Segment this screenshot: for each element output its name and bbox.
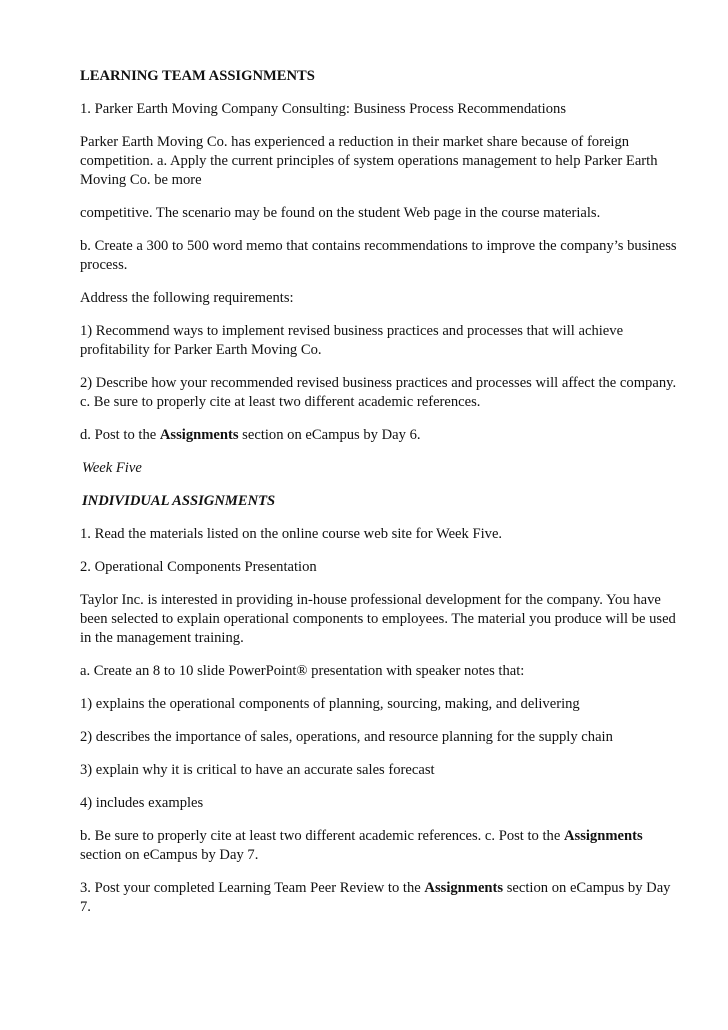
ind-a-point-2: 2) describes the importance of sales, operations, and resource planning for the supply chain — [80, 729, 613, 745]
ind-item-3-suffix: section on eCampus by Day 7. — [80, 880, 671, 915]
lt-item-d-suffix: section on eCampus by Day 6. — [238, 427, 421, 443]
week-label: Week Five — [82, 460, 142, 476]
ind-scenario: Taylor Inc. is interested in providing in-house professional development for the company. You have been selected to explain operational components to employees. The material you produce will be used in the management training. — [80, 592, 676, 646]
lt-scenario-part1: Parker Earth Moving Co. has experienced a reduction in their market share because of foreign competition. a. Apply the current principles of system operations management to help Parker Earth Moving Co. be more — [80, 134, 658, 188]
learning-team-heading: LEARNING TEAM ASSIGNMENTS — [80, 68, 315, 84]
ind-item-3-prefix: 3. Post your completed Learning Team Peer Review to the — [80, 880, 425, 896]
ind-a-point-3: 3) explain why it is critical to have an accurate sales forecast — [80, 762, 435, 778]
ind-item-1: 1. Read the materials listed on the online course web site for Week Five. — [80, 526, 503, 542]
ind-item-2: 2. Operational Components Presentation — [80, 559, 317, 575]
lt-requirement-2: 2) Describe how your recommended revised business practices and processes will affect the company. c. Be sure to properly cite at least two different academic references. — [80, 375, 677, 410]
lt-item-1: 1. Parker Earth Moving Company Consulting: Business Process Recommendations — [80, 101, 567, 117]
individual-heading: INDIVIDUAL ASSIGNMENTS — [82, 493, 276, 509]
lt-item-d-assignments: Assignments — [159, 427, 239, 443]
ind-item-b-suffix: section on eCampus by Day 7. — [80, 847, 259, 863]
ind-item-b-prefix: b. Be sure to properly cite at least two different academic references. c. Post to the — [80, 828, 564, 844]
ind-item-3-assignments: Assignments — [424, 880, 504, 896]
ind-item-b — [80, 827, 680, 865]
lt-item-d — [80, 426, 680, 445]
lt-item-d-prefix: d. Post to the — [80, 427, 160, 443]
lt-scenario-part2: competitive. The scenario may be found on the student Web page in the course materials. — [80, 205, 601, 221]
ind-item-a: a. Create an 8 to 10 slide PowerPoint® presentation with speaker notes that: — [80, 663, 525, 679]
lt-requirement-1: 1) Recommend ways to implement revised business practices and processes that will achieve profitability for Parker Earth Moving Co. — [80, 323, 624, 358]
ind-a-point-4: 4) includes examples — [80, 795, 204, 811]
lt-item-b: b. Create a 300 to 500 word memo that contains recommendations to improve the company’s business process. — [80, 238, 677, 273]
document-body — [80, 67, 680, 931]
ind-a-point-1: 1) explains the operational components of planning, sourcing, making, and delivering — [80, 696, 580, 712]
ind-item-3 — [80, 879, 680, 917]
ind-item-b-assignments: Assignments — [563, 828, 643, 844]
lt-requirements-label: Address the following requirements: — [80, 290, 294, 306]
